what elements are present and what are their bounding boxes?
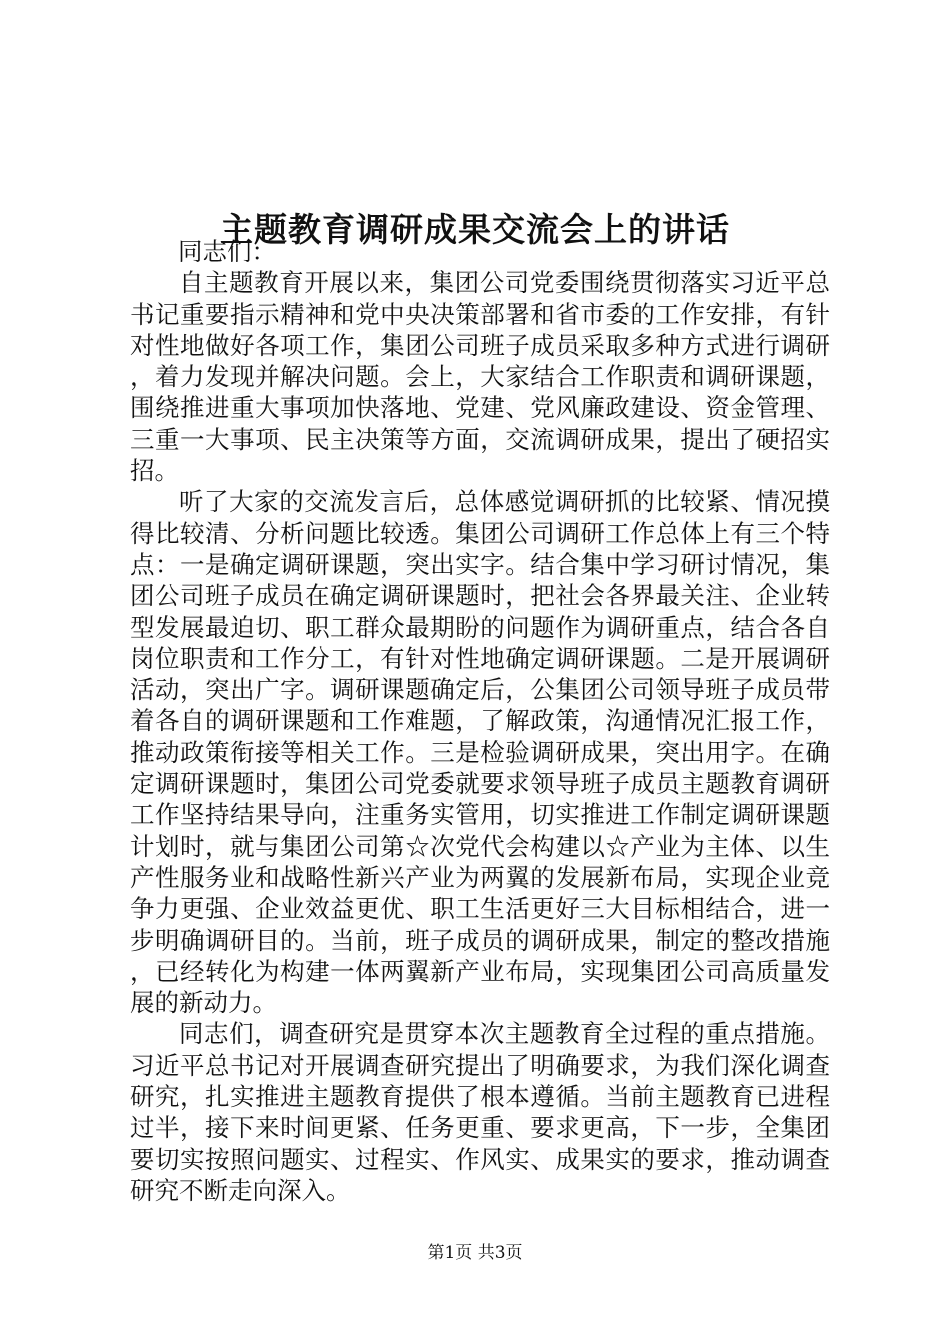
paragraph-opening: 自主题教育开展以来，集团公司党委围绕贯彻落实习近平总书记重要指示精神和党中央决策部署和省市委的工作安排，有针对性地做好各项工作，集团公司班子成员采取多种方式进行调研，着力发现并解决问题。会上，大家结合工作职责和调研课题，围绕推进重大事项加快落地、党建、党风廉政建设、资金管理、三重一大事项、民主决策等方面，交流调研成果，提出了硬招实招。 [130,268,830,486]
paragraph-next-steps: 同志们，调查研究是贯穿本次主题教育全过程的重点措施。习近平总书记对开展调查研究提出了明确要求，为我们深化调查研究，扎实推进主题教育提供了根本遵循。当前主题教育已进程过半，接下来时间更紧、任务更重、要求更高，下一步，全集团要切实按照问题实、过程实、作风实、成果实的要求，推动调查研究不断走向深入。 [130,1019,830,1205]
document-body [130,236,830,1206]
document-title: 主题教育调研成果交流会上的讲话 [220,210,730,250]
paragraph-characteristics: 听了大家的交流发言后，总体感觉调研抓的比较紧、情况摸得比较清、分析问题比较透。集团公司调研工作总体上有三个特点：一是确定调研课题，突出实字。结合集中学习研讨情况，集团公司班子成员在确定调研课题时，把社会各界最关注、企业转型发展最迫切、职工群众最期盼的问题作为调研重点，结合各自岗位职责和工作分工，有针对性地确定调研课题。二是开展调研活动，突出广字。调研课题确定后，公集团公司领导班子成员带着各自的调研课题和工作难题，了解政策，沟通情况汇报工作，推动政策衔接等相关工作。三是检验调研成果，突出用字。在确定调研课题时，集团公司党委就要求领导班子成员主题教育调研工作坚持结果导向，注重务实管用，切实推进工作制定调研课题计划时，就与集团公司第☆次党代会构建以☆产业为主体、以生产性服务业和战略性新兴产业为两翼的发展新布局，实现企业竞争力更强、企业效益更优、职工生活更好三大目标相结合，进一步明确调研目的。当前，班子成员的调研成果，制定的整改措施，已经转化为构建一体两翼新产业布局，实现集团公司高质量发展的新动力。 [130,487,830,1018]
page-footer: 第1页 共3页 [427,1243,523,1263]
salutation: 同志们： [178,237,276,266]
